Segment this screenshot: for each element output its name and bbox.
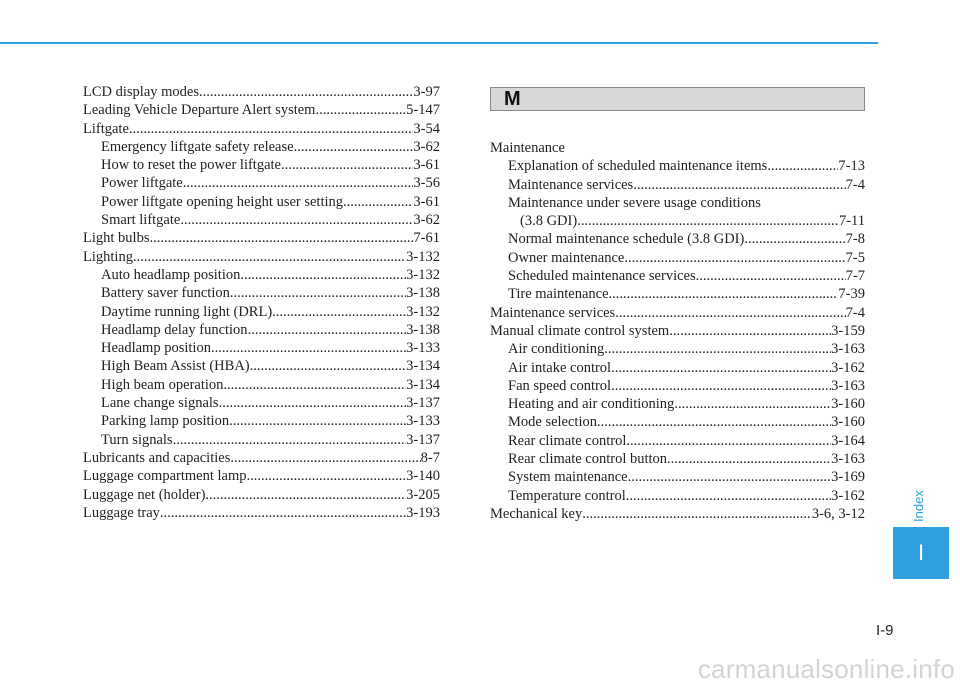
index-entry <box>490 194 865 212</box>
dot-leader <box>767 157 838 175</box>
index-entry-page: 3-132 <box>406 266 440 283</box>
index-entry <box>83 449 440 467</box>
dot-leader <box>597 413 831 431</box>
index-entry-page: 7-11 <box>838 213 865 230</box>
dot-leader <box>183 174 414 192</box>
index-column-left <box>83 83 440 522</box>
dot-leader <box>199 83 413 101</box>
dot-leader <box>248 321 407 339</box>
index-entry-page: 3-164 <box>831 432 865 449</box>
dot-leader <box>230 449 420 467</box>
index-entry <box>83 211 440 229</box>
index-entry-term: Battery saver function <box>101 285 230 302</box>
index-entry <box>83 156 440 174</box>
index-entry <box>83 394 440 412</box>
index-entry-term: (3.8 GDI) <box>520 213 578 230</box>
index-entry <box>490 139 865 157</box>
index-entry <box>490 176 865 194</box>
index-entry-term: Power liftgate opening height user setting <box>101 193 344 210</box>
index-entry-term: Fan speed control <box>508 377 612 394</box>
index-side-label: Index <box>911 490 926 522</box>
index-entry-page: 3-133 <box>406 413 440 430</box>
index-entry-term: Owner maintenance <box>508 249 625 266</box>
index-entry-term: Auto headlamp position <box>101 266 241 283</box>
dot-leader <box>343 193 413 211</box>
index-entry <box>83 303 440 321</box>
dot-leader <box>582 505 812 523</box>
index-entry <box>490 413 865 431</box>
index-entry-page: 7-7 <box>845 268 865 285</box>
index-entry <box>83 412 440 430</box>
index-entry <box>490 267 865 285</box>
index-entry <box>490 487 865 505</box>
index-entry-page: 3-62 <box>413 138 440 155</box>
dot-leader <box>633 176 845 194</box>
index-entry <box>490 230 865 248</box>
index-entry-page: 3-132 <box>406 303 440 320</box>
index-entry <box>83 120 440 138</box>
index-entry <box>490 157 865 175</box>
dot-leader <box>611 359 831 377</box>
page-number: I-9 <box>876 622 894 639</box>
index-entry-page: 7-5 <box>845 249 865 266</box>
index-entry <box>490 432 865 450</box>
index-entry-page: 3-163 <box>831 451 865 468</box>
dot-leader <box>219 394 407 412</box>
index-entry <box>490 285 865 303</box>
index-entry <box>490 395 865 413</box>
dot-leader <box>246 467 406 485</box>
index-entry <box>83 339 440 357</box>
dot-leader <box>149 229 413 247</box>
dot-leader <box>180 211 413 229</box>
dot-leader <box>211 339 406 357</box>
index-entry-term: Headlamp delay function <box>101 321 248 338</box>
dot-leader <box>674 395 831 413</box>
dot-leader <box>129 120 414 138</box>
index-entry-term: Mechanical key <box>490 505 583 522</box>
dot-leader <box>604 340 831 358</box>
index-entry <box>83 284 440 302</box>
dot-leader <box>173 431 407 449</box>
index-entry-term: Daytime running light (DRL) <box>101 303 273 320</box>
dot-leader <box>615 304 845 322</box>
index-entry-page: 3-133 <box>406 340 440 357</box>
index-entry-term: Maintenance services <box>490 304 616 321</box>
index-entry-page: 3-169 <box>831 469 865 486</box>
index-entry-page: 3-61 <box>413 157 440 174</box>
index-entry-page: 7-61 <box>413 230 440 247</box>
index-entry-page: 3-162 <box>831 359 865 376</box>
index-entry-term: Normal maintenance schedule (3.8 GDI) <box>508 231 745 248</box>
index-entry <box>83 174 440 192</box>
dot-leader <box>223 376 406 394</box>
index-entry-term: System maintenance <box>508 469 628 486</box>
index-entry-page: 3-140 <box>406 468 440 485</box>
index-entry-page: 8-7 <box>420 449 440 466</box>
index-column-right <box>490 83 865 523</box>
index-entry-term: Scheduled maintenance services <box>508 268 696 285</box>
index-entry-term: Maintenance services <box>508 176 634 193</box>
index-entry-term: Luggage net (holder) <box>83 486 206 503</box>
index-entry-page: 3-54 <box>413 120 440 137</box>
index-entry-term: Leading Vehicle Departure Alert system <box>83 102 316 119</box>
watermark: carmanualsonline.info <box>697 654 955 684</box>
dot-leader <box>250 357 407 375</box>
index-entry <box>83 193 440 211</box>
index-entry-term: Lighting <box>83 248 133 265</box>
dot-leader <box>744 230 845 248</box>
dot-leader <box>205 486 406 504</box>
index-entry <box>490 249 865 267</box>
index-entry-term: Air conditioning <box>508 341 605 358</box>
index-entry <box>83 101 440 119</box>
index-entry-page: 7-4 <box>845 304 865 321</box>
index-entry <box>490 322 865 340</box>
index-entry-term: Liftgate <box>83 120 129 137</box>
index-entry-term: Maintenance <box>490 140 565 156</box>
index-entry-page: 3-137 <box>406 431 440 448</box>
index-entry-page: 3-205 <box>406 486 440 503</box>
index-entry-term: Tire maintenance <box>508 286 609 303</box>
index-entry <box>83 266 440 284</box>
index-entry-term: Rear climate control <box>508 432 627 449</box>
index-entry <box>83 321 440 339</box>
index-entry-term: Power liftgate <box>101 175 183 192</box>
header-rule <box>0 42 878 44</box>
index-entry-term: Heating and air conditioning <box>508 396 675 413</box>
index-entry-term: Emergency liftgate safety release <box>101 138 294 155</box>
index-entry <box>490 340 865 358</box>
index-entry <box>83 138 440 156</box>
index-entry-page: 7-4 <box>845 176 865 193</box>
index-entry <box>83 376 440 394</box>
index-entry-term: Turn signals <box>101 431 173 448</box>
index-entry-term: Maintenance under severe usage conditions <box>508 194 761 211</box>
dot-leader <box>667 450 831 468</box>
index-entries-m <box>490 139 865 523</box>
index-entry <box>83 486 440 504</box>
index-entry-page: 3-62 <box>413 212 440 229</box>
index-entry <box>490 468 865 486</box>
index-entry-page: 3-138 <box>406 321 440 338</box>
dot-leader <box>315 101 406 119</box>
index-entry-page: 3-6, 3-12 <box>811 505 865 522</box>
index-entry-page: 3-162 <box>831 487 865 504</box>
index-entry-term: Smart liftgate <box>101 212 181 229</box>
index-entry-term: Air intake control <box>508 359 612 376</box>
section-letter-bar <box>490 87 865 111</box>
index-entry <box>83 504 440 522</box>
dot-leader <box>611 377 831 395</box>
index-entry <box>83 431 440 449</box>
index-entry-term: Luggage compartment lamp <box>83 468 247 485</box>
index-entry-term: Lubricants and capacities <box>83 449 231 466</box>
index-entry-page: 3-56 <box>413 175 440 192</box>
index-entry <box>490 359 865 377</box>
index-entry-page: 5-147 <box>406 102 440 119</box>
dot-leader <box>628 468 832 486</box>
index-entry-term: Mode selection <box>508 414 597 431</box>
index-entry <box>490 304 865 322</box>
dot-leader <box>230 284 406 302</box>
index-entry-page: 3-134 <box>406 376 440 393</box>
index-entry <box>490 377 865 395</box>
dot-leader <box>294 138 414 156</box>
dot-leader <box>669 322 831 340</box>
dot-leader <box>229 412 406 430</box>
dot-leader <box>133 248 406 266</box>
index-entry <box>490 212 865 230</box>
index-entry-term: Parking lamp position <box>101 413 230 430</box>
index-tab-letter: I <box>917 540 925 565</box>
index-entry-page: 7-39 <box>838 286 865 303</box>
dot-leader <box>160 504 406 522</box>
dot-leader <box>240 266 406 284</box>
section-letter: M <box>504 88 521 110</box>
index-entry-page: 3-193 <box>406 504 440 521</box>
index-entry-page: 3-61 <box>413 193 440 210</box>
index-entry-page: 7-8 <box>845 231 865 248</box>
index-entry-term: Explanation of scheduled maintenance items <box>508 158 768 175</box>
index-entry-term: Light bulbs <box>83 230 150 247</box>
index-entry-page: 3-138 <box>406 285 440 302</box>
index-entry-term: How to reset the power liftgate <box>101 157 281 174</box>
index-entry-term: Headlamp position <box>101 340 211 357</box>
index-entry-term: Luggage tray <box>83 504 160 521</box>
index-entry-page: 3-163 <box>831 377 865 394</box>
index-entry <box>83 467 440 485</box>
index-entry-term: Temperature control <box>508 487 626 504</box>
dot-leader <box>624 249 845 267</box>
index-entry-term: High Beam Assist (HBA) <box>101 358 250 375</box>
index-entry-page: 3-160 <box>831 414 865 431</box>
dot-leader <box>626 487 831 505</box>
index-entry <box>83 357 440 375</box>
index-entry-term: Rear climate control button <box>508 451 668 468</box>
index-entry-term: Manual climate control system <box>490 322 670 339</box>
index-entry-page: 3-134 <box>406 358 440 375</box>
dot-leader <box>272 303 406 321</box>
dot-leader <box>577 212 839 230</box>
index-entry <box>83 229 440 247</box>
index-entry-page: 3-132 <box>406 248 440 265</box>
index-entry <box>83 248 440 266</box>
index-entry-page: 3-163 <box>831 341 865 358</box>
index-entry <box>490 505 865 523</box>
index-entry-page: 7-13 <box>838 158 865 175</box>
dot-leader <box>626 432 831 450</box>
dot-leader <box>609 285 839 303</box>
index-entry <box>83 83 440 101</box>
index-entry-term: LCD display modes <box>83 84 199 100</box>
index-entry-page: 3-160 <box>831 396 865 413</box>
index-entry <box>490 450 865 468</box>
index-entry-page: 3-97 <box>413 84 440 100</box>
dot-leader <box>696 267 846 285</box>
index-entry-page: 3-137 <box>406 395 440 412</box>
index-entry-page: 3-159 <box>831 322 865 339</box>
dot-leader <box>281 156 413 174</box>
index-entry-term: Lane change signals <box>101 395 219 412</box>
index-entry-term: High beam operation <box>101 376 224 393</box>
index-tab[interactable] <box>893 527 949 579</box>
